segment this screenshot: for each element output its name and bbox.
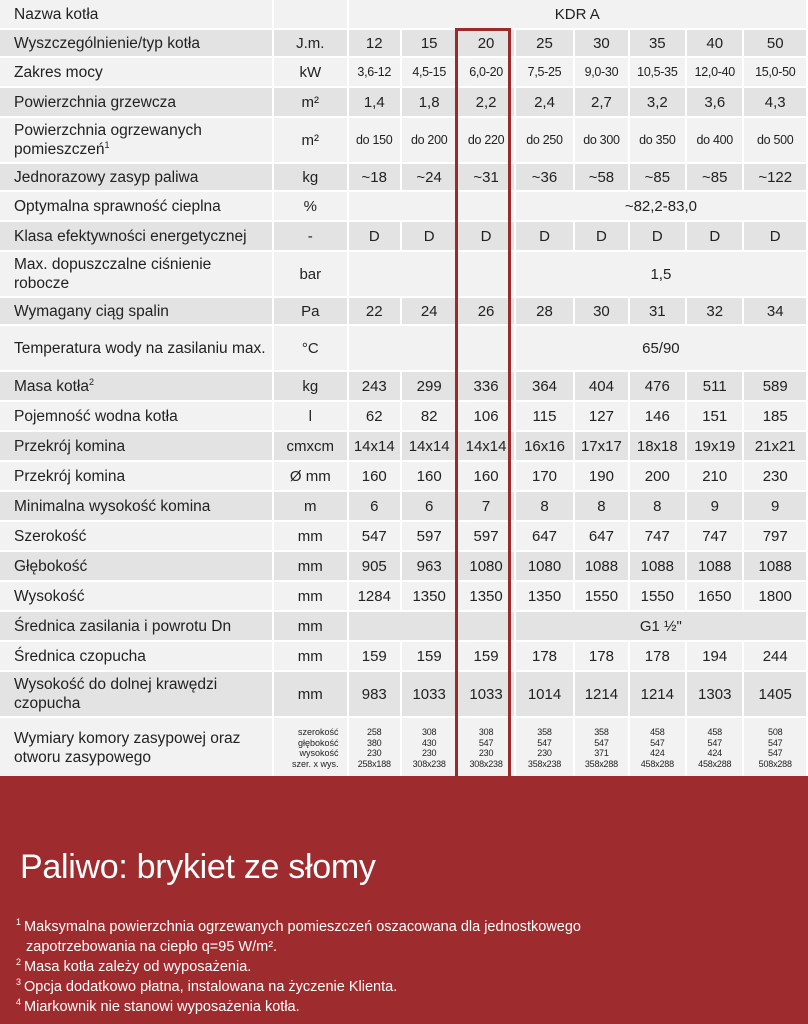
name-label: Nazwa kotła bbox=[0, 0, 274, 30]
row-label bbox=[0, 672, 274, 718]
value-cell: 35 bbox=[630, 30, 687, 58]
fuel-title: Paliwo: brykiet ze słomy bbox=[20, 848, 376, 886]
value-cell: D bbox=[744, 222, 808, 252]
chamber-values bbox=[687, 718, 744, 778]
row-unit: °C bbox=[274, 326, 349, 372]
footnote-text: Miarkownik nie stanowi wyposażenia kotła. bbox=[24, 999, 300, 1015]
value-cell: do 350 bbox=[630, 118, 687, 164]
chamber-value-line: 547 bbox=[707, 737, 722, 748]
value-cell: ~85 bbox=[630, 164, 687, 192]
value-cell: 178 bbox=[575, 642, 629, 672]
value-cell: 4,5-15 bbox=[402, 58, 458, 88]
chamber-value-line: 430 bbox=[421, 737, 437, 748]
value-cell: 82 bbox=[402, 402, 458, 432]
table-row bbox=[0, 432, 808, 462]
row-unit: kW bbox=[274, 58, 349, 88]
value-cell: 1033 bbox=[402, 672, 458, 718]
chamber-value-line: 424 bbox=[707, 748, 722, 758]
value-cell: 19x19 bbox=[687, 432, 744, 462]
value-cell: 4,3 bbox=[744, 88, 808, 118]
value-cell: do 150 bbox=[349, 118, 402, 164]
value-cell: 31 bbox=[630, 298, 687, 326]
value-cell: 747 bbox=[687, 522, 744, 552]
footnote bbox=[16, 977, 796, 997]
row-label bbox=[0, 222, 274, 252]
value-cell: 24 bbox=[402, 298, 458, 326]
value-cell: 1214 bbox=[575, 672, 629, 718]
chamber-value-line: 258x188 bbox=[357, 758, 391, 769]
value-cell: 30 bbox=[575, 30, 629, 58]
value-cell: 1650 bbox=[687, 582, 744, 612]
value-cell: 178 bbox=[516, 642, 575, 672]
footnotes bbox=[16, 917, 796, 1017]
chamber-value-line: 371 bbox=[594, 748, 609, 758]
value-cell: 336 bbox=[458, 372, 515, 402]
row-unit: mm bbox=[274, 612, 349, 642]
value-cell: 185 bbox=[744, 402, 808, 432]
row-unit: % bbox=[274, 192, 349, 222]
value-cell: 26 bbox=[458, 298, 515, 326]
value-cell: 1303 bbox=[687, 672, 744, 718]
value-cell: 18x18 bbox=[630, 432, 687, 462]
table-row bbox=[0, 88, 808, 118]
value-cell: 115 bbox=[516, 402, 575, 432]
value-cell: 178 bbox=[630, 642, 687, 672]
value-cell: 547 bbox=[349, 522, 402, 552]
chamber-value-line: 358x288 bbox=[584, 758, 618, 769]
chamber-value-line: 308 bbox=[421, 727, 437, 737]
row-unit: m² bbox=[274, 88, 349, 118]
value-cell: 2,4 bbox=[516, 88, 575, 118]
chamber-value-line: 230 bbox=[537, 748, 552, 758]
row-label-text: Powierzchnia ogrzewanych pomieszczeń bbox=[14, 122, 202, 158]
value-cell: 797 bbox=[744, 522, 808, 552]
table-row bbox=[0, 252, 808, 298]
value-cell: 9 bbox=[744, 492, 808, 522]
value-cell: 1014 bbox=[516, 672, 575, 718]
value-cell: 1800 bbox=[744, 582, 808, 612]
value-cell: 1088 bbox=[687, 552, 744, 582]
chamber-value-line: 547 bbox=[768, 748, 783, 758]
value-cell: 1284 bbox=[349, 582, 402, 612]
value-cell: 647 bbox=[516, 522, 575, 552]
value-cell: 30 bbox=[575, 298, 629, 326]
table-row bbox=[0, 372, 808, 402]
row-unit: - bbox=[274, 222, 349, 252]
footnote-continuation: zapotrzebowania na ciepło q=95 W/m². bbox=[26, 939, 278, 955]
table-row bbox=[0, 326, 808, 372]
value-cell: 16x16 bbox=[516, 432, 575, 462]
chamber-value-line: 458x288 bbox=[640, 758, 674, 769]
value-cell: 1033 bbox=[458, 672, 515, 718]
chamber-value-line: 547 bbox=[537, 737, 552, 748]
row-label-text: Wymagany ciąg spalin bbox=[14, 302, 169, 320]
value-cell: 14x14 bbox=[402, 432, 458, 462]
value-cell: 1405 bbox=[744, 672, 808, 718]
footnote-number: 3 bbox=[16, 977, 22, 988]
unit-cell bbox=[274, 0, 349, 30]
footer-band bbox=[0, 776, 808, 1024]
chamber-value-line: 547 bbox=[650, 737, 665, 748]
header-row bbox=[0, 0, 808, 30]
value-cell: 146 bbox=[630, 402, 687, 432]
value-cell: 1080 bbox=[516, 552, 575, 582]
row-unit: l bbox=[274, 402, 349, 432]
value-cell: 2,7 bbox=[575, 88, 629, 118]
table-row bbox=[0, 298, 808, 326]
table-row bbox=[0, 492, 808, 522]
value-cell: 647 bbox=[575, 522, 629, 552]
value-cell: 8 bbox=[630, 492, 687, 522]
footnote-text: Opcja dodatkowo płatna, instalowana na życzenie Klienta. bbox=[24, 979, 398, 995]
row-unit: kg bbox=[274, 164, 349, 192]
value-cell: 230 bbox=[744, 462, 808, 492]
value-cell: ~85 bbox=[687, 164, 744, 192]
chamber-values bbox=[349, 718, 402, 778]
footnote bbox=[16, 917, 796, 937]
row-label bbox=[0, 326, 274, 372]
value-cell: 8 bbox=[516, 492, 575, 522]
value-cell: 22 bbox=[349, 298, 402, 326]
table-row bbox=[0, 672, 808, 718]
row-unit: mm bbox=[274, 642, 349, 672]
row-label-text: Przekrój komina bbox=[14, 437, 126, 455]
value-cell: ~18 bbox=[349, 164, 402, 192]
row-label-text: Powierzchnia grzewcza bbox=[14, 93, 176, 111]
value-cell: 1088 bbox=[575, 552, 629, 582]
table-row bbox=[0, 58, 808, 88]
row-label bbox=[0, 58, 274, 88]
value-cell: 25 bbox=[516, 30, 575, 58]
merged-value: 65/90 bbox=[516, 326, 808, 372]
footnote-text: Masa kotła zależy od wyposażenia. bbox=[24, 959, 252, 975]
row-label bbox=[0, 522, 274, 552]
value-cell: 127 bbox=[575, 402, 629, 432]
merged-value: 1,5 bbox=[516, 252, 808, 298]
value-cell: 170 bbox=[516, 462, 575, 492]
row-unit: Ø mm bbox=[274, 462, 349, 492]
value-cell: do 250 bbox=[516, 118, 575, 164]
value-cell: 34 bbox=[744, 298, 808, 326]
chamber-values bbox=[402, 718, 458, 778]
footnote-number: 4 bbox=[16, 997, 22, 1008]
chamber-value-line: 458 bbox=[707, 727, 722, 737]
chamber-value-line: 358 bbox=[537, 727, 552, 737]
value-cell: 1080 bbox=[458, 552, 515, 582]
value-cell: 364 bbox=[516, 372, 575, 402]
cell-20-merged-gap bbox=[349, 612, 516, 642]
value-cell: 28 bbox=[516, 298, 575, 326]
row-label bbox=[0, 582, 274, 612]
row-label bbox=[0, 30, 274, 58]
table-row bbox=[0, 462, 808, 492]
value-cell: 243 bbox=[349, 372, 402, 402]
row-label-text: Średnica czopucha bbox=[14, 647, 146, 665]
row-label bbox=[0, 552, 274, 582]
value-cell: 404 bbox=[575, 372, 629, 402]
row-label-text: Temperatura wody na zasilaniu max. bbox=[14, 339, 266, 357]
footnote-ref: 1 bbox=[104, 139, 110, 150]
value-cell: 194 bbox=[687, 642, 744, 672]
value-cell: 1,4 bbox=[349, 88, 402, 118]
row-unit: mm bbox=[274, 552, 349, 582]
chamber-value-line: 230 bbox=[367, 748, 382, 758]
value-cell: 160 bbox=[402, 462, 458, 492]
value-cell: do 400 bbox=[687, 118, 744, 164]
row-unit: m² bbox=[274, 118, 349, 164]
value-cell: 15 bbox=[402, 30, 458, 58]
row-label-text: Szerokość bbox=[14, 527, 87, 545]
value-cell: ~122 bbox=[744, 164, 808, 192]
value-cell: 1350 bbox=[458, 582, 515, 612]
value-cell: 21x21 bbox=[744, 432, 808, 462]
chamber-row bbox=[0, 718, 808, 778]
value-cell: 160 bbox=[349, 462, 402, 492]
value-cell: do 200 bbox=[402, 118, 458, 164]
row-unit: Pa bbox=[274, 298, 349, 326]
row-label bbox=[0, 164, 274, 192]
row-label bbox=[0, 252, 274, 298]
value-cell: 106 bbox=[458, 402, 515, 432]
value-cell: 963 bbox=[402, 552, 458, 582]
row-label bbox=[0, 88, 274, 118]
row-label bbox=[0, 372, 274, 402]
row-label-text: Wysokość bbox=[14, 587, 85, 605]
table-row bbox=[0, 164, 808, 192]
value-cell: 244 bbox=[744, 642, 808, 672]
row-label-text: Minimalna wysokość komina bbox=[14, 497, 211, 515]
value-cell: 151 bbox=[687, 402, 744, 432]
table-row bbox=[0, 402, 808, 432]
row-unit: bar bbox=[274, 252, 349, 298]
footnote-number: 1 bbox=[16, 917, 22, 928]
value-cell: 7,5-25 bbox=[516, 58, 575, 88]
chamber-value-line: 547 bbox=[478, 737, 494, 748]
row-label bbox=[0, 612, 274, 642]
value-cell: 9,0-30 bbox=[575, 58, 629, 88]
value-cell: 597 bbox=[402, 522, 458, 552]
value-cell: 159 bbox=[349, 642, 402, 672]
model-name: KDR A bbox=[349, 0, 808, 30]
row-label-text: Klasa efektywności energetycznej bbox=[14, 227, 247, 245]
value-cell: 3,6-12 bbox=[349, 58, 402, 88]
value-cell: 40 bbox=[687, 30, 744, 58]
footnote bbox=[16, 997, 796, 1017]
table-row bbox=[0, 30, 808, 58]
row-unit: kg bbox=[274, 372, 349, 402]
merged-value: G1 ½" bbox=[516, 612, 808, 642]
value-cell: 20 bbox=[458, 30, 515, 58]
chamber-values bbox=[630, 718, 687, 778]
row-unit: mm bbox=[274, 582, 349, 612]
chamber-value-line: 358 bbox=[594, 727, 609, 737]
chamber-value-line: 380 bbox=[367, 737, 382, 748]
value-cell: 1,8 bbox=[402, 88, 458, 118]
value-cell: 159 bbox=[402, 642, 458, 672]
chamber-values bbox=[575, 718, 629, 778]
chamber-units bbox=[274, 718, 349, 778]
chamber-unit-line: głębokość bbox=[298, 737, 339, 748]
chamber-value-line: 458x288 bbox=[698, 758, 732, 769]
value-cell: 1550 bbox=[630, 582, 687, 612]
row-label-text: Przekrój komina bbox=[14, 467, 126, 485]
chamber-value-line: 508 bbox=[768, 727, 783, 737]
value-cell: ~31 bbox=[458, 164, 515, 192]
value-cell: D bbox=[458, 222, 515, 252]
table-row bbox=[0, 582, 808, 612]
table-row bbox=[0, 222, 808, 252]
chamber-value-line: 308 bbox=[478, 727, 494, 737]
value-cell: 3,6 bbox=[687, 88, 744, 118]
value-cell: 6,0-20 bbox=[458, 58, 515, 88]
value-cell: 32 bbox=[687, 298, 744, 326]
row-unit: mm bbox=[274, 672, 349, 718]
value-cell: 589 bbox=[744, 372, 808, 402]
value-cell: 3,2 bbox=[630, 88, 687, 118]
row-label-text: Masa kotła bbox=[14, 377, 89, 395]
value-cell: 200 bbox=[630, 462, 687, 492]
value-cell: 6 bbox=[402, 492, 458, 522]
value-cell: 12 bbox=[349, 30, 402, 58]
chamber-unit-line: szer. x wys. bbox=[292, 758, 339, 769]
row-label-text: Głębokość bbox=[14, 557, 88, 575]
value-cell: 14x14 bbox=[349, 432, 402, 462]
value-cell: D bbox=[630, 222, 687, 252]
value-cell: 1088 bbox=[630, 552, 687, 582]
value-cell: D bbox=[402, 222, 458, 252]
chamber-values bbox=[744, 718, 808, 778]
value-cell: ~36 bbox=[516, 164, 575, 192]
chamber-value-line: 458 bbox=[650, 727, 665, 737]
table-row bbox=[0, 118, 808, 164]
row-label-text: Max. dopuszczalne ciśnienie robocze bbox=[14, 256, 212, 292]
value-cell: ~58 bbox=[575, 164, 629, 192]
chamber-value-line: 230 bbox=[478, 748, 494, 758]
row-label-text: Wysokość do dolnej krawędzi czopucha bbox=[14, 676, 218, 712]
value-cell: do 220 bbox=[458, 118, 515, 164]
chamber-value-line: 424 bbox=[650, 748, 665, 758]
row-label-text: Optymalna sprawność cieplna bbox=[14, 197, 221, 215]
table-row bbox=[0, 642, 808, 672]
footnote bbox=[16, 957, 796, 977]
value-cell: 9 bbox=[687, 492, 744, 522]
row-unit: cmxcm bbox=[274, 432, 349, 462]
row-label-text: Wyszczególnienie/typ kotła bbox=[14, 34, 200, 52]
row-label bbox=[0, 492, 274, 522]
value-cell: D bbox=[575, 222, 629, 252]
value-cell: 1350 bbox=[516, 582, 575, 612]
row-label-text: Jednorazowy zasyp paliwa bbox=[14, 168, 199, 186]
chamber-values bbox=[458, 718, 515, 778]
chamber-value-line: 508x288 bbox=[758, 758, 792, 769]
footnote-number: 2 bbox=[16, 957, 22, 968]
value-cell: 15,0-50 bbox=[744, 58, 808, 88]
value-cell: 159 bbox=[458, 642, 515, 672]
value-cell: 160 bbox=[458, 462, 515, 492]
chamber-value-line: 258 bbox=[367, 727, 382, 737]
row-unit: J.m. bbox=[274, 30, 349, 58]
value-cell: 14x14 bbox=[458, 432, 515, 462]
value-cell: 597 bbox=[458, 522, 515, 552]
row-label bbox=[0, 642, 274, 672]
chamber-values bbox=[516, 718, 575, 778]
row-label bbox=[0, 298, 274, 326]
value-cell: ~24 bbox=[402, 164, 458, 192]
cell-20-merged-gap bbox=[349, 252, 516, 298]
value-cell: 299 bbox=[402, 372, 458, 402]
value-cell: 983 bbox=[349, 672, 402, 718]
value-cell: 476 bbox=[630, 372, 687, 402]
footnote-ref: 2 bbox=[88, 376, 94, 387]
footnote-text: Maksymalna powierzchnia ogrzewanych pomieszczeń oszacowana dla jednostkowego bbox=[24, 919, 581, 935]
row-label bbox=[0, 402, 274, 432]
value-cell: D bbox=[687, 222, 744, 252]
chamber-unit-line: wysokość bbox=[299, 748, 339, 758]
value-cell: 8 bbox=[575, 492, 629, 522]
value-cell: D bbox=[516, 222, 575, 252]
value-cell: 62 bbox=[349, 402, 402, 432]
value-cell: 12,0-40 bbox=[687, 58, 744, 88]
value-cell: 905 bbox=[349, 552, 402, 582]
merged-value: ~82,2-83,0 bbox=[516, 192, 808, 222]
value-cell: D bbox=[349, 222, 402, 252]
chamber-value-line: 547 bbox=[768, 737, 783, 748]
row-label bbox=[0, 192, 274, 222]
row-label-text: Średnica zasilania i powrotu Dn bbox=[14, 617, 232, 635]
chamber-label: Wymiary komory zasypowej oraz otworu zasypowego bbox=[0, 718, 274, 778]
value-cell: 50 bbox=[744, 30, 808, 58]
value-cell: 1550 bbox=[575, 582, 629, 612]
row-unit: mm bbox=[274, 522, 349, 552]
value-cell: 190 bbox=[575, 462, 629, 492]
value-cell: 1214 bbox=[630, 672, 687, 718]
table-row bbox=[0, 192, 808, 222]
chamber-value-line: 358x238 bbox=[527, 758, 562, 769]
chamber-value-line: 308x238 bbox=[469, 758, 503, 769]
row-label bbox=[0, 118, 274, 164]
value-cell: do 500 bbox=[744, 118, 808, 164]
value-cell: 747 bbox=[630, 522, 687, 552]
cell-20-merged-gap bbox=[349, 192, 516, 222]
value-cell: 511 bbox=[687, 372, 744, 402]
value-cell: 6 bbox=[349, 492, 402, 522]
chamber-value-line: 230 bbox=[421, 748, 437, 758]
table-row bbox=[0, 612, 808, 642]
value-cell: 2,2 bbox=[458, 88, 515, 118]
value-cell: 17x17 bbox=[575, 432, 629, 462]
value-cell: 1088 bbox=[744, 552, 808, 582]
value-cell: do 300 bbox=[575, 118, 629, 164]
row-label bbox=[0, 462, 274, 492]
cell-20-merged-gap bbox=[349, 326, 516, 372]
row-label bbox=[0, 432, 274, 462]
row-label-text: Zakres mocy bbox=[14, 63, 103, 81]
value-cell: 210 bbox=[687, 462, 744, 492]
chamber-value-line: 308x238 bbox=[412, 758, 446, 769]
value-cell: 7 bbox=[458, 492, 515, 522]
value-cell: 1350 bbox=[402, 582, 458, 612]
chamber-value-line: 547 bbox=[594, 737, 609, 748]
chamber-unit-line: szerokość bbox=[298, 727, 339, 737]
table-row bbox=[0, 552, 808, 582]
row-unit: m bbox=[274, 492, 349, 522]
table-row bbox=[0, 522, 808, 552]
row-label-text: Pojemność wodna kotła bbox=[14, 407, 178, 425]
value-cell: 10,5-35 bbox=[630, 58, 687, 88]
